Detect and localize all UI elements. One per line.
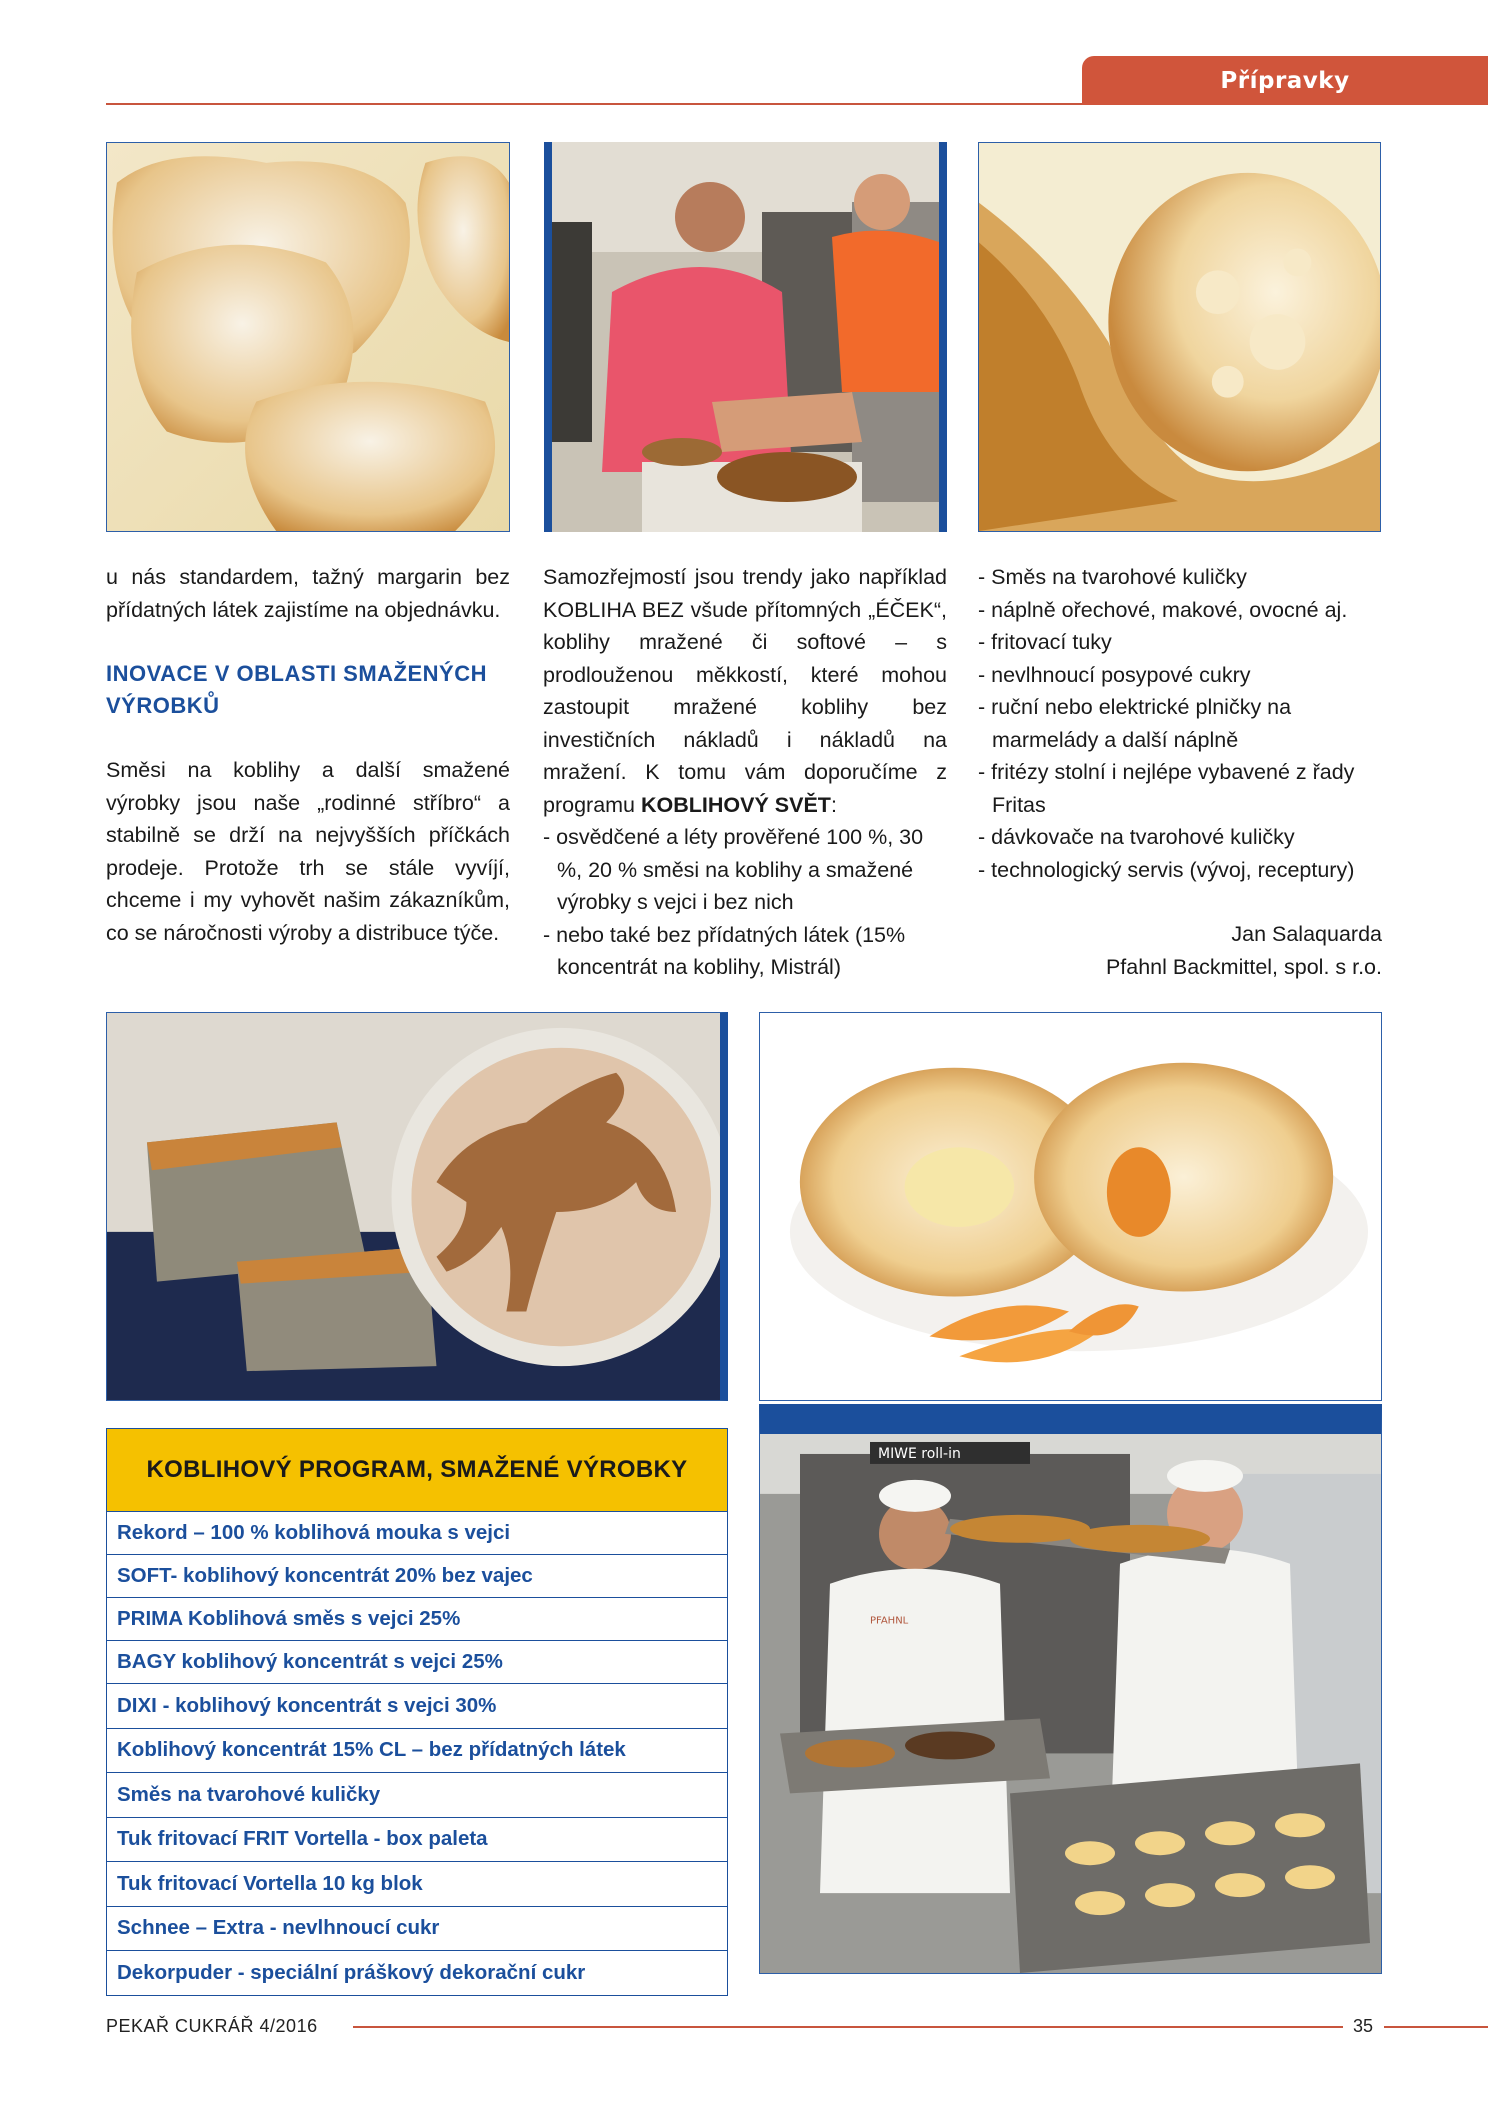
table-row: Směs na tvarohové kuličky	[106, 1773, 728, 1818]
section-heading: INOVACE V OBLASTI SMAŽENÝCH VÝROBKŮ	[106, 661, 488, 718]
list-item: - náplně ořechové, makové, ovocné aj.	[978, 597, 1348, 622]
oven-brand-label: MIWE roll-in	[878, 1445, 961, 1462]
table-row: Tuk fritovací Vortella 10 kg blok	[106, 1862, 728, 1907]
list-item: - nevlhnoucí posypové cukry	[978, 662, 1251, 687]
table-row: DIXI - koblihový koncentrát s vejci 30%	[106, 1684, 728, 1729]
photo-poppy-cake-horse	[106, 1012, 728, 1401]
table-row: Dekorpuder - speciální práškový dekorační cukr	[106, 1951, 728, 1996]
photo-bakers-with-trays	[759, 1404, 1382, 1974]
list-item: - ruční nebo elektrické plničky na marmelády a další náplně	[978, 695, 1292, 752]
list-item: - osvědčené a léty prověřené 100 %, 30 %, 20 % směsi na koblihy a smažené výrobky s vejci i bez nich	[543, 825, 924, 914]
table-row: PRIMA Koblihová směs s vejci 25%	[106, 1598, 728, 1641]
table-title: KOBLIHOVÝ PROGRAM, SMAŽENÉ VÝROBKY	[106, 1428, 728, 1512]
list-item: - technologický servis (vývoj, receptury)	[978, 857, 1355, 882]
table-row: Koblihový koncentrát 15% CL – bez přídatných látek	[106, 1729, 728, 1774]
footer-magazine: PEKAŘ CUKRÁŘ 4/2016	[106, 2016, 318, 2036]
apron-brand-label: PFAHNL	[870, 1615, 909, 1627]
product-table	[106, 1428, 728, 1996]
list-item: - Směs na tvarohové kuličky	[978, 565, 1247, 589]
author-name: Jan Salaquarda	[1231, 922, 1382, 946]
spacer	[978, 886, 1382, 918]
text-column-2	[543, 561, 947, 984]
body-paragraph: Směsi na koblihy a další smažené výrobky jsou naše „rodinné stříbro“ a stabilně se drží na nejvyšších příčkách prodeje. Protože trh se stále vyvíjí, chceme i my vyhovět našim zákazníkům, co se náročnosti výroby a distribuce týče.	[106, 758, 510, 945]
colon: :	[830, 792, 837, 817]
body-paragraph	[543, 561, 947, 821]
spacer	[106, 626, 510, 658]
table-row: BAGY koblihový koncentrát s vejci 25%	[106, 1641, 728, 1684]
author-company: Pfahnl Backmittel, spol. s r.o.	[1105, 954, 1382, 979]
page-number: 35	[1353, 2016, 1374, 2036]
footer-rule	[1384, 2026, 1488, 2028]
section-tab: Přípravky	[1082, 56, 1488, 105]
list-item: - fritovací tuky	[978, 630, 1112, 654]
body-text: Samozřejmostí jsou trendy jako například KOBLIHA BEZ všude přítomných „ÉČEK“, koblihy mražené či softové – s prodlouženou měkkostí, které mohou zastoupit mražené koblihy bez investičních nákladů i nákladů na mražení. K tomu vám doporučíme z programu	[543, 565, 947, 817]
photo-bakers-braided-bread	[544, 142, 947, 532]
table-row: Rekord – 100 % koblihová mouka s vejci	[106, 1512, 728, 1555]
list-item: - nebo také bez přídatných látek (15% koncentrát na koblihy, Mistrál)	[543, 922, 906, 979]
intro-paragraph: u nás standardem, tažný margarin bez přídatných látek zajistíme na objednávku.	[106, 565, 510, 622]
footer-rule	[353, 2026, 1343, 2028]
program-list	[543, 821, 947, 984]
text-column-3	[978, 561, 1382, 983]
text-column-1	[106, 561, 510, 949]
table-row: Tuk fritovací FRIT Vortella - box paleta	[106, 1818, 728, 1863]
table-row: SOFT- koblihový koncentrát 20% bez vajec	[106, 1555, 728, 1598]
table-row: Schnee – Extra - nevlhnoucí cukr	[106, 1907, 728, 1952]
photo-croissant-cut	[978, 142, 1381, 532]
photo-filled-croissants	[759, 1012, 1382, 1401]
list-item: - dávkovače na tvarohové kuličky	[978, 825, 1295, 849]
photo-sugared-pastries	[106, 142, 510, 532]
offer-list	[978, 561, 1382, 886]
program-name: KOBLIHOVÝ SVĚT	[641, 792, 831, 817]
spacer	[106, 722, 510, 754]
list-item: - fritézy stolní i nejlépe vybavené z řady Fritas	[978, 760, 1355, 817]
